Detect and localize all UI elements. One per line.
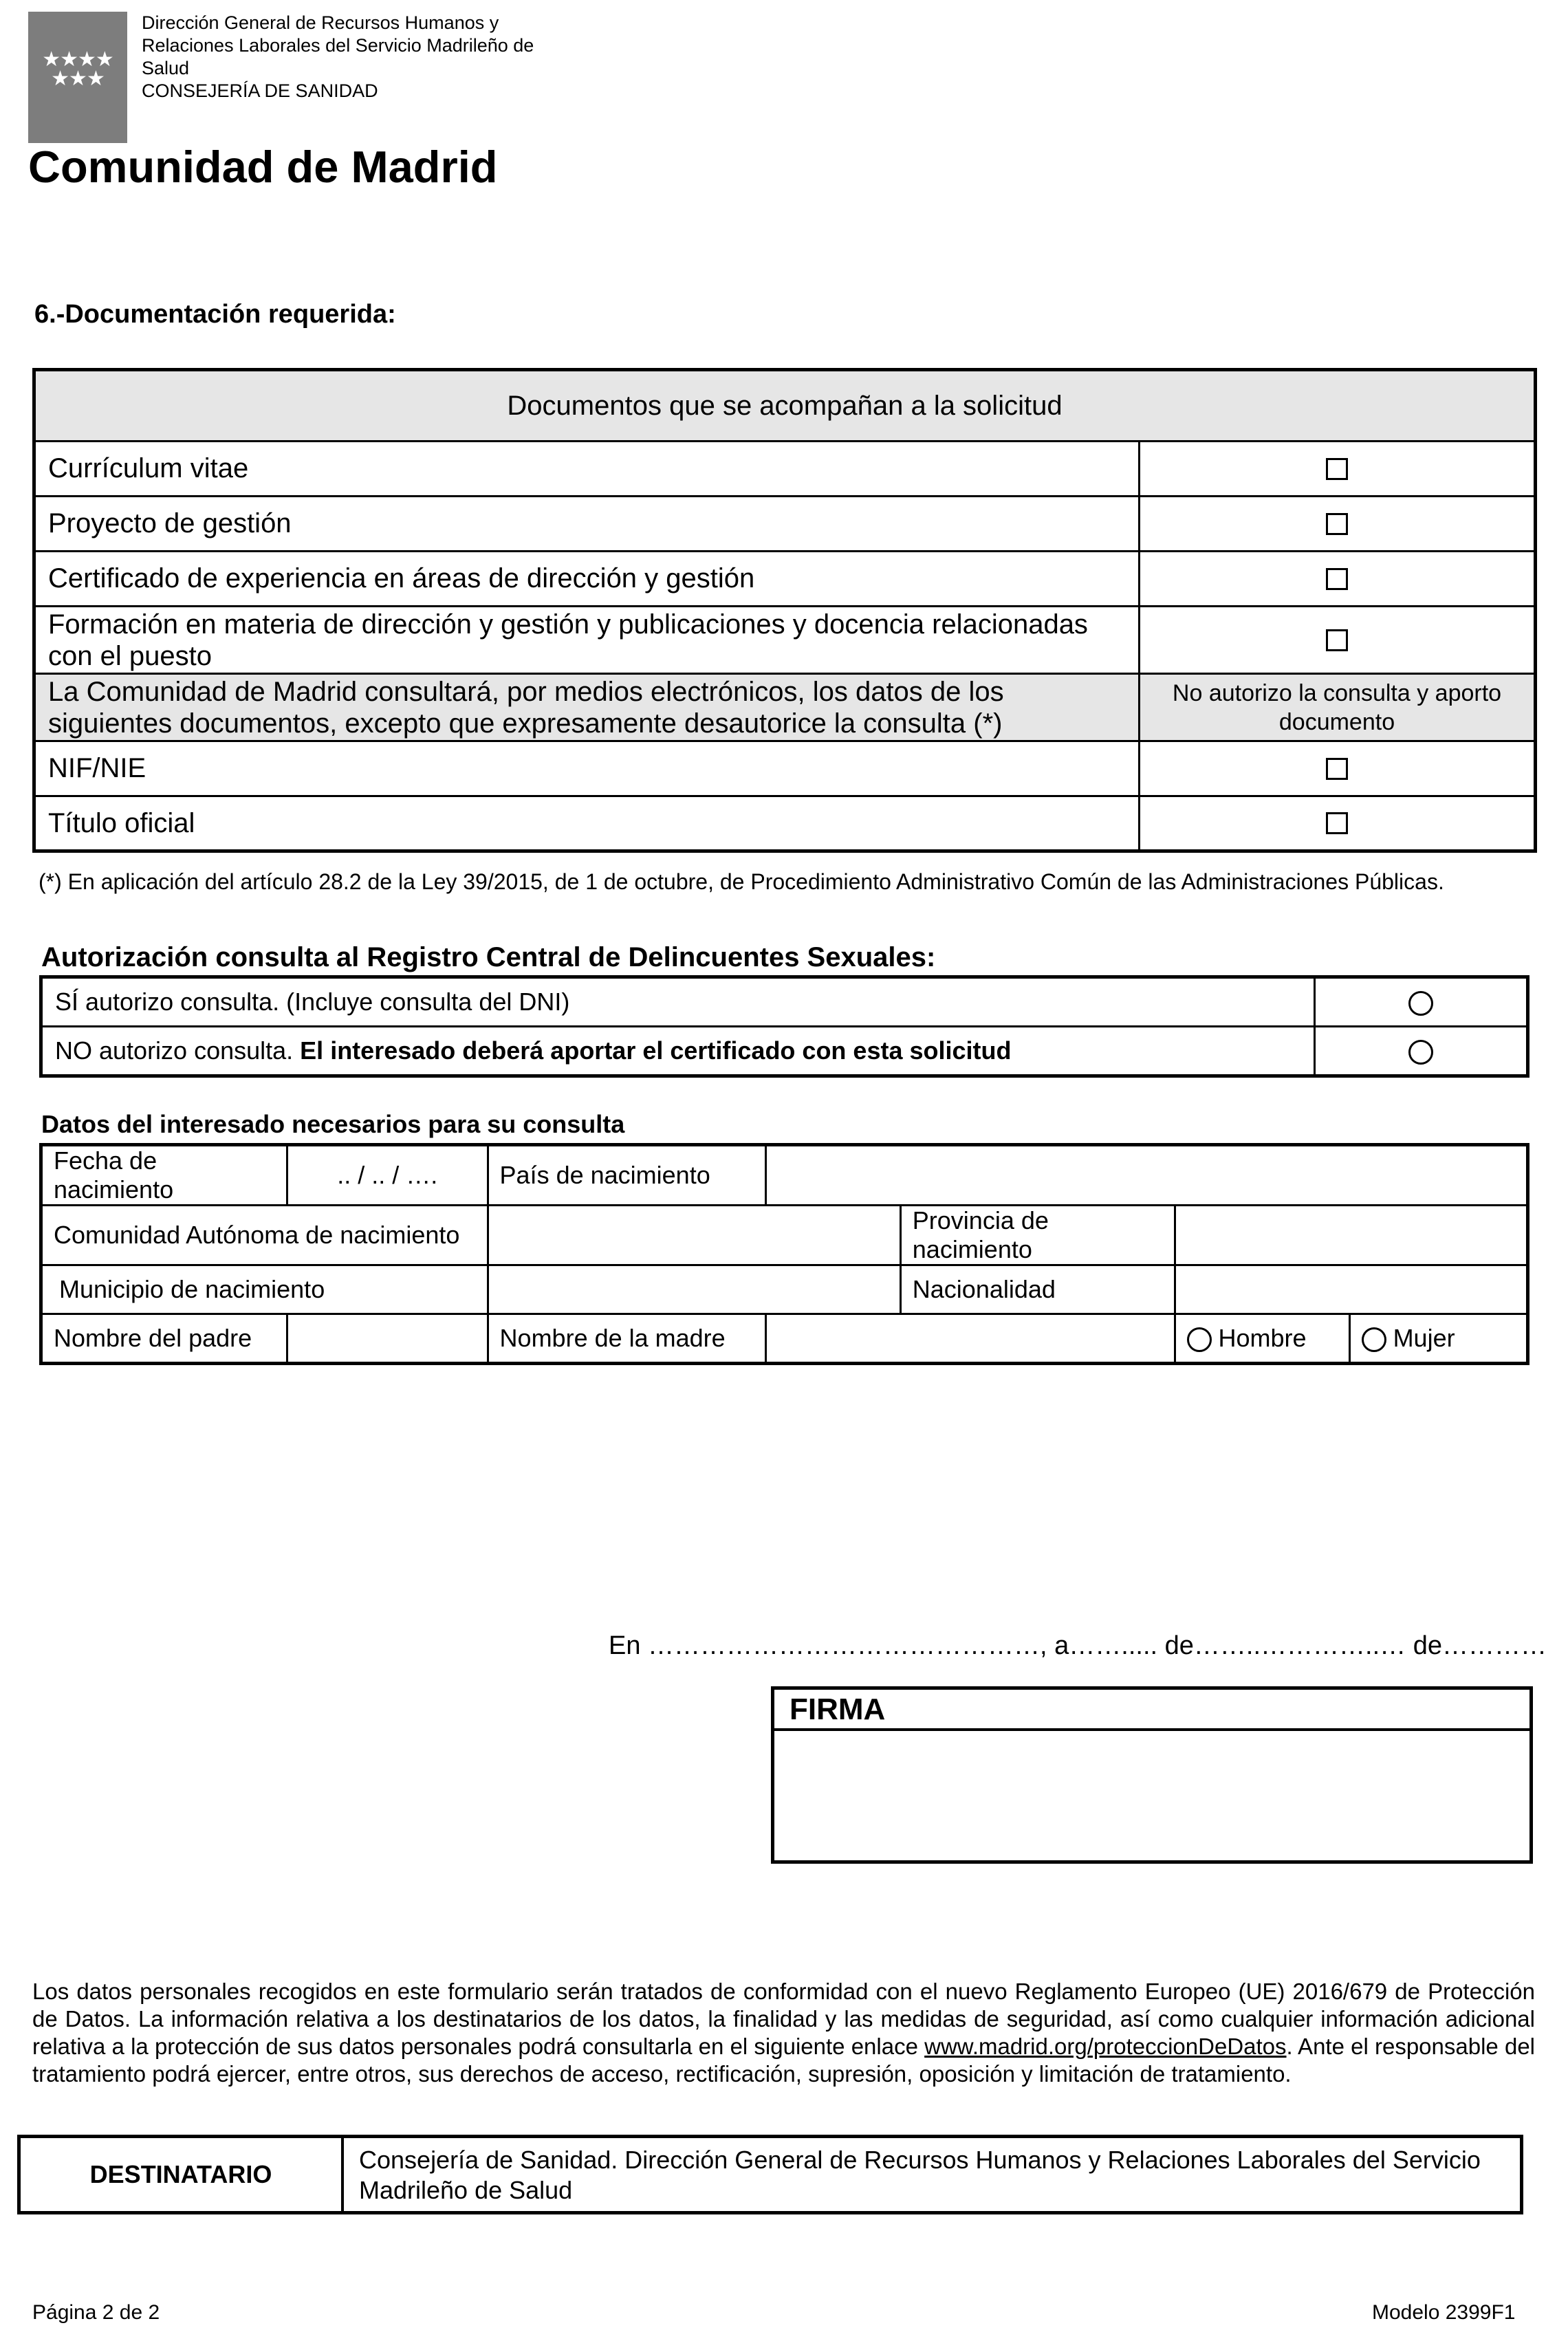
personal-table <box>39 1143 1529 1365</box>
doc-checkbox-formacion[interactable] <box>1140 607 1536 674</box>
page-number: Página 2 de 2 <box>32 2301 160 2324</box>
pais-label: País de nacimiento <box>488 1145 765 1206</box>
documents-table <box>32 368 1537 853</box>
doc-item-proyecto: Proyecto de gestión <box>34 497 1140 552</box>
registry-option-no-bold: El interesado deberá aportar el certificado con esta solicitud <box>300 1036 1012 1065</box>
registry-table <box>39 975 1529 1078</box>
personal-title: Datos del interesado necesarios para su consulta <box>41 1110 625 1138</box>
nacionalidad-field[interactable] <box>1175 1265 1527 1314</box>
registry-title: Autorización consulta al Registro Central de Delincuentes Sexuales: <box>41 942 936 972</box>
municipio-field[interactable] <box>488 1265 900 1314</box>
privacy-text-before: Los datos personales recogidos en este formulario serán tratados de conformidad con el nuevo Reglamento Europeo (UE) 2016/679 de Protección de Datos. La información relativa a los destinatarios de los datos, la finalidad y las medidas de seguridad, así como cualquier información adicional relativa a la protección de sus datos personales podrá consultarla en el siguiente enlace <box>32 1979 1535 2059</box>
destinatario-label: DESTINATARIO <box>21 2138 344 2211</box>
firma-divider <box>774 1728 1529 1731</box>
doc-checkbox-proyecto[interactable] <box>1140 497 1536 552</box>
padre-field[interactable] <box>287 1314 488 1364</box>
registry-option-yes-label: SÍ autorizo consulta. (Incluye consulta del DNI) <box>41 977 1315 1027</box>
fecha-value[interactable]: .. / .. / …. <box>287 1145 488 1206</box>
documents-header: Documentos que se acompañan a la solicitud <box>34 370 1536 442</box>
registry-radio-yes[interactable] <box>1315 977 1528 1027</box>
org-line-3: Salud <box>142 58 190 78</box>
firma-label: FIRMA <box>790 1692 886 1726</box>
org-line-4: CONSEJERÍA DE SANIDAD <box>142 80 378 101</box>
checkbox-icon[interactable] <box>1326 458 1348 480</box>
checkbox-icon[interactable] <box>1326 758 1348 780</box>
comunidad-label: Comunidad Autónoma de nacimiento <box>41 1206 488 1265</box>
municipio-label: Municipio de nacimiento <box>41 1265 488 1314</box>
madre-field[interactable] <box>765 1314 1175 1364</box>
destinatario-text: Consejería de Sanidad. Dirección General de Recursos Humanos y Relaciones Laborales del Servicio Madrileño de Salud <box>359 2146 1481 2204</box>
doc-item-curriculum: Currículum vitae <box>34 442 1140 497</box>
registry-option-no-label <box>41 1027 1315 1076</box>
radio-icon[interactable] <box>1408 1040 1433 1065</box>
org-line-2: Relaciones Laborales del Servicio Madrileño de <box>142 35 534 56</box>
consult-text: La Comunidad de Madrid consultará, por medios electrónicos, los datos de los siguientes documentos, excepto que expresamente desautorice la consulta (*) <box>34 674 1140 741</box>
radio-icon[interactable] <box>1408 991 1433 1016</box>
registry-option-no-prefix: NO autorizo consulta. <box>55 1036 301 1065</box>
comunidad-field[interactable] <box>488 1206 900 1265</box>
place-date-line[interactable]: En ………………………………………, a……..... de……..…………..… de………… <box>609 1631 1547 1660</box>
consult-option: No autorizo la consulta y aporto documento <box>1140 674 1536 741</box>
checkbox-icon[interactable] <box>1326 812 1348 834</box>
privacy-text <box>32 1978 1535 2088</box>
madre-label: Nombre de la madre <box>488 1314 765 1364</box>
doc-checkbox-curriculum[interactable] <box>1140 442 1536 497</box>
consult-checkbox-titulo[interactable] <box>1140 796 1536 851</box>
doc-item-certificado: Certificado de experiencia en áreas de dirección y gestión <box>34 552 1140 607</box>
doc-checkbox-certificado[interactable] <box>1140 552 1536 607</box>
doc-item-formacion: Formación en materia de dirección y gestión y publicaciones y docencia relacionadas con el puesto <box>34 607 1140 674</box>
provincia-label: Provincia de nacimiento <box>900 1206 1175 1265</box>
consult-item-nif: NIF/NIE <box>34 741 1140 796</box>
registry-radio-no[interactable] <box>1315 1027 1528 1076</box>
privacy-link[interactable]: www.madrid.org/proteccionDeDatos <box>924 2034 1287 2059</box>
destinatario-box <box>17 2135 1523 2214</box>
consult-checkbox-nif[interactable] <box>1140 741 1536 796</box>
signature-box[interactable] <box>771 1686 1533 1864</box>
mujer-option[interactable] <box>1349 1314 1527 1364</box>
model-number: Modelo 2399F1 <box>1372 2301 1516 2324</box>
section-title: 6.-Documentación requerida: <box>34 300 396 329</box>
provincia-field[interactable] <box>1175 1206 1527 1265</box>
madrid-logo <box>28 12 127 143</box>
hombre-label: Hombre <box>1218 1324 1307 1352</box>
checkbox-icon[interactable] <box>1326 568 1348 590</box>
privacy-text-after: . Ante el responsable del tratamiento podrá ejercer, entre otros, sus derechos de acceso, rectificación, supresión, oposición y limitación de tratamiento. <box>32 2034 1535 2087</box>
radio-icon[interactable] <box>1187 1327 1212 1352</box>
checkbox-icon[interactable] <box>1326 513 1348 535</box>
nacionalidad-label: Nacionalidad <box>900 1265 1175 1314</box>
checkbox-icon[interactable] <box>1326 629 1348 651</box>
padre-label: Nombre del padre <box>41 1314 287 1364</box>
legal-note: (*) En aplicación del artículo 28.2 de la Ley 39/2015, de 1 de octubre, de Procedimiento Administrativo Común de las Administraciones Públicas. <box>39 869 1444 894</box>
hombre-option[interactable] <box>1175 1314 1349 1364</box>
radio-icon[interactable] <box>1362 1327 1386 1352</box>
logo-stars-icon: ★★★★ ★★★ <box>42 48 113 90</box>
brand-title: Comunidad de Madrid <box>28 142 498 192</box>
pais-field[interactable] <box>765 1145 1527 1206</box>
org-line-1: Dirección General de Recursos Humanos y <box>142 12 499 33</box>
mujer-label: Mujer <box>1393 1324 1455 1352</box>
consult-item-titulo: Título oficial <box>34 796 1140 851</box>
fecha-label: Fecha de nacimiento <box>41 1145 287 1206</box>
